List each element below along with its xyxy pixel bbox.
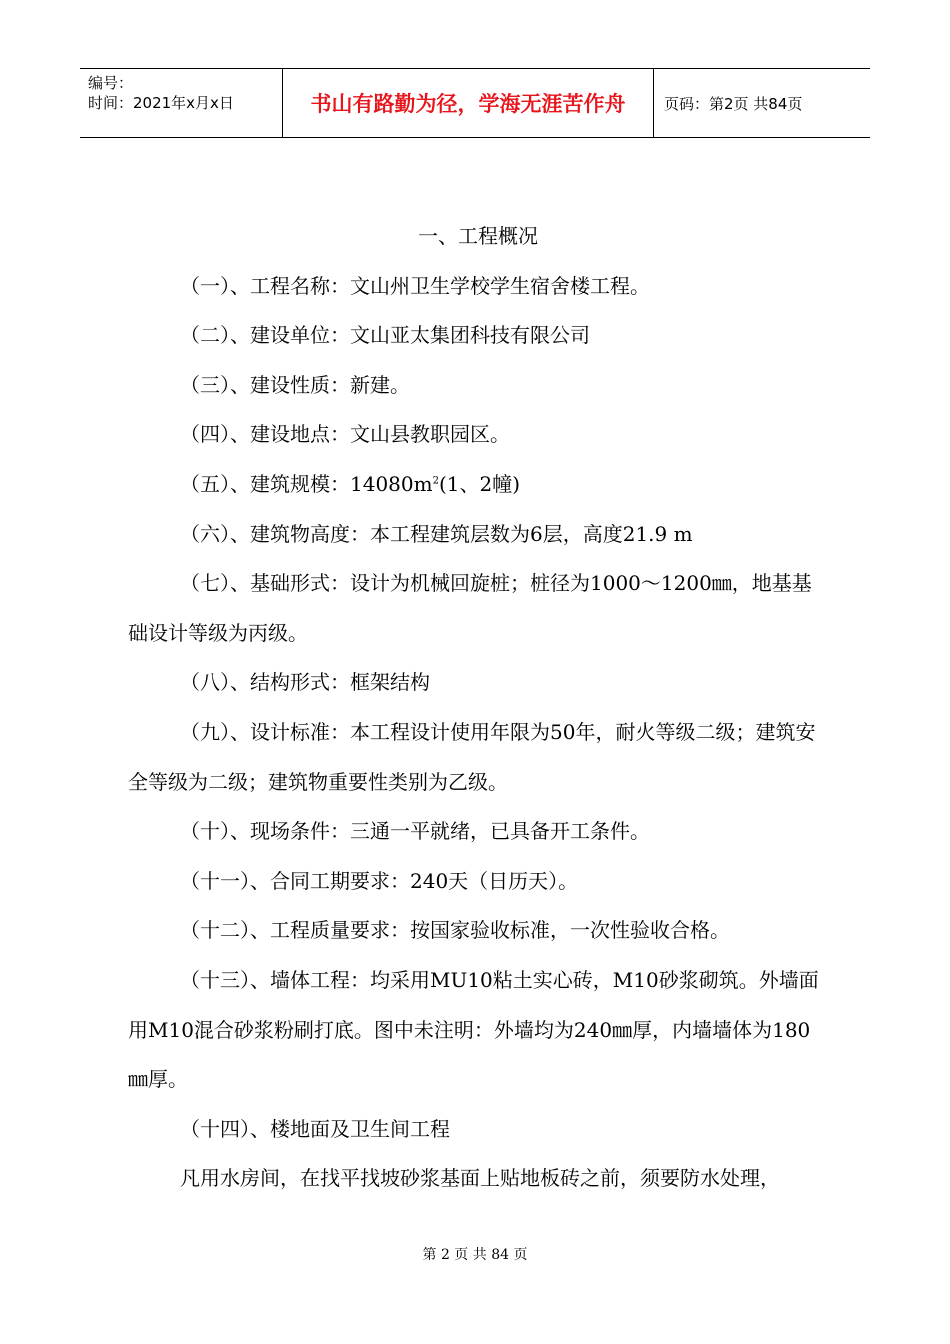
header-motto: 书山有路勤为径，学海无涯苦作舟 bbox=[283, 69, 654, 137]
paragraph: （十二）、工程质量要求：按国家验收标准，一次性验收合格。 bbox=[180, 918, 730, 943]
paragraph: （九）、设计标准：本工程设计使用年限为50年，耐火等级二级；建筑安全等级为二级；建筑物重要性类别为乙级。 bbox=[128, 719, 816, 794]
paragraph: （十三）、墙体工程：均采用MU10粘土实心砖，M10砂浆砌筑。外墙面用M10混合砂浆粉刷打底。图中未注明：外墙均为240㎜厚，内墙墙体为180㎜厚。 bbox=[128, 967, 819, 1092]
paragraph: 凡用水房间，在找平找坡砂浆基面上贴地板砖之前，须要防水处理， bbox=[180, 1166, 780, 1191]
date-label: 时间：2021年x月x日 bbox=[88, 94, 234, 112]
paragraph: （十）、现场条件：三通一平就绪，已具备开工条件。 bbox=[180, 819, 650, 844]
page-header bbox=[80, 68, 870, 138]
scale-superscript: 2 bbox=[432, 475, 439, 487]
paragraph: （二）、建设单位：文山亚太集团科技有限公司 bbox=[180, 323, 590, 348]
paragraph: （一）、工程名称：文山州卫生学校学生宿舍楼工程。 bbox=[180, 273, 650, 298]
scale-rest: (1、2幢) bbox=[438, 471, 521, 496]
scale-text: （五）、建筑规模：14080m bbox=[180, 471, 433, 496]
paragraph: （十四）、楼地面及卫生间工程 bbox=[180, 1116, 450, 1141]
paragraph: （三）、建设性质：新建。 bbox=[180, 372, 410, 397]
paragraph: （六）、建筑物高度：本工程建筑层数为6层，高度21.9 m bbox=[180, 521, 693, 546]
number-label: 编号： bbox=[88, 74, 134, 92]
paragraph: （七）、基础形式：设计为机械回旋桩；桩径为1000～1200㎜，地基基础设计等级为丙级。 bbox=[128, 571, 812, 645]
header-page-info: 页码：第2页 共84页 bbox=[664, 94, 803, 113]
document-body bbox=[128, 212, 828, 1204]
paragraph: （十一）、合同工期要求：240天（日历天）。 bbox=[180, 868, 579, 893]
header-meta bbox=[80, 69, 283, 137]
paragraph: （四）、建设地点：文山县教职园区。 bbox=[180, 422, 510, 447]
paragraph-scale bbox=[128, 460, 828, 510]
paragraph: （八）、结构形式：框架结构 bbox=[180, 670, 430, 695]
section-title: 一、工程概况 bbox=[418, 224, 538, 248]
page-footer: 第 2 页 共 84 页 bbox=[422, 1247, 528, 1263]
